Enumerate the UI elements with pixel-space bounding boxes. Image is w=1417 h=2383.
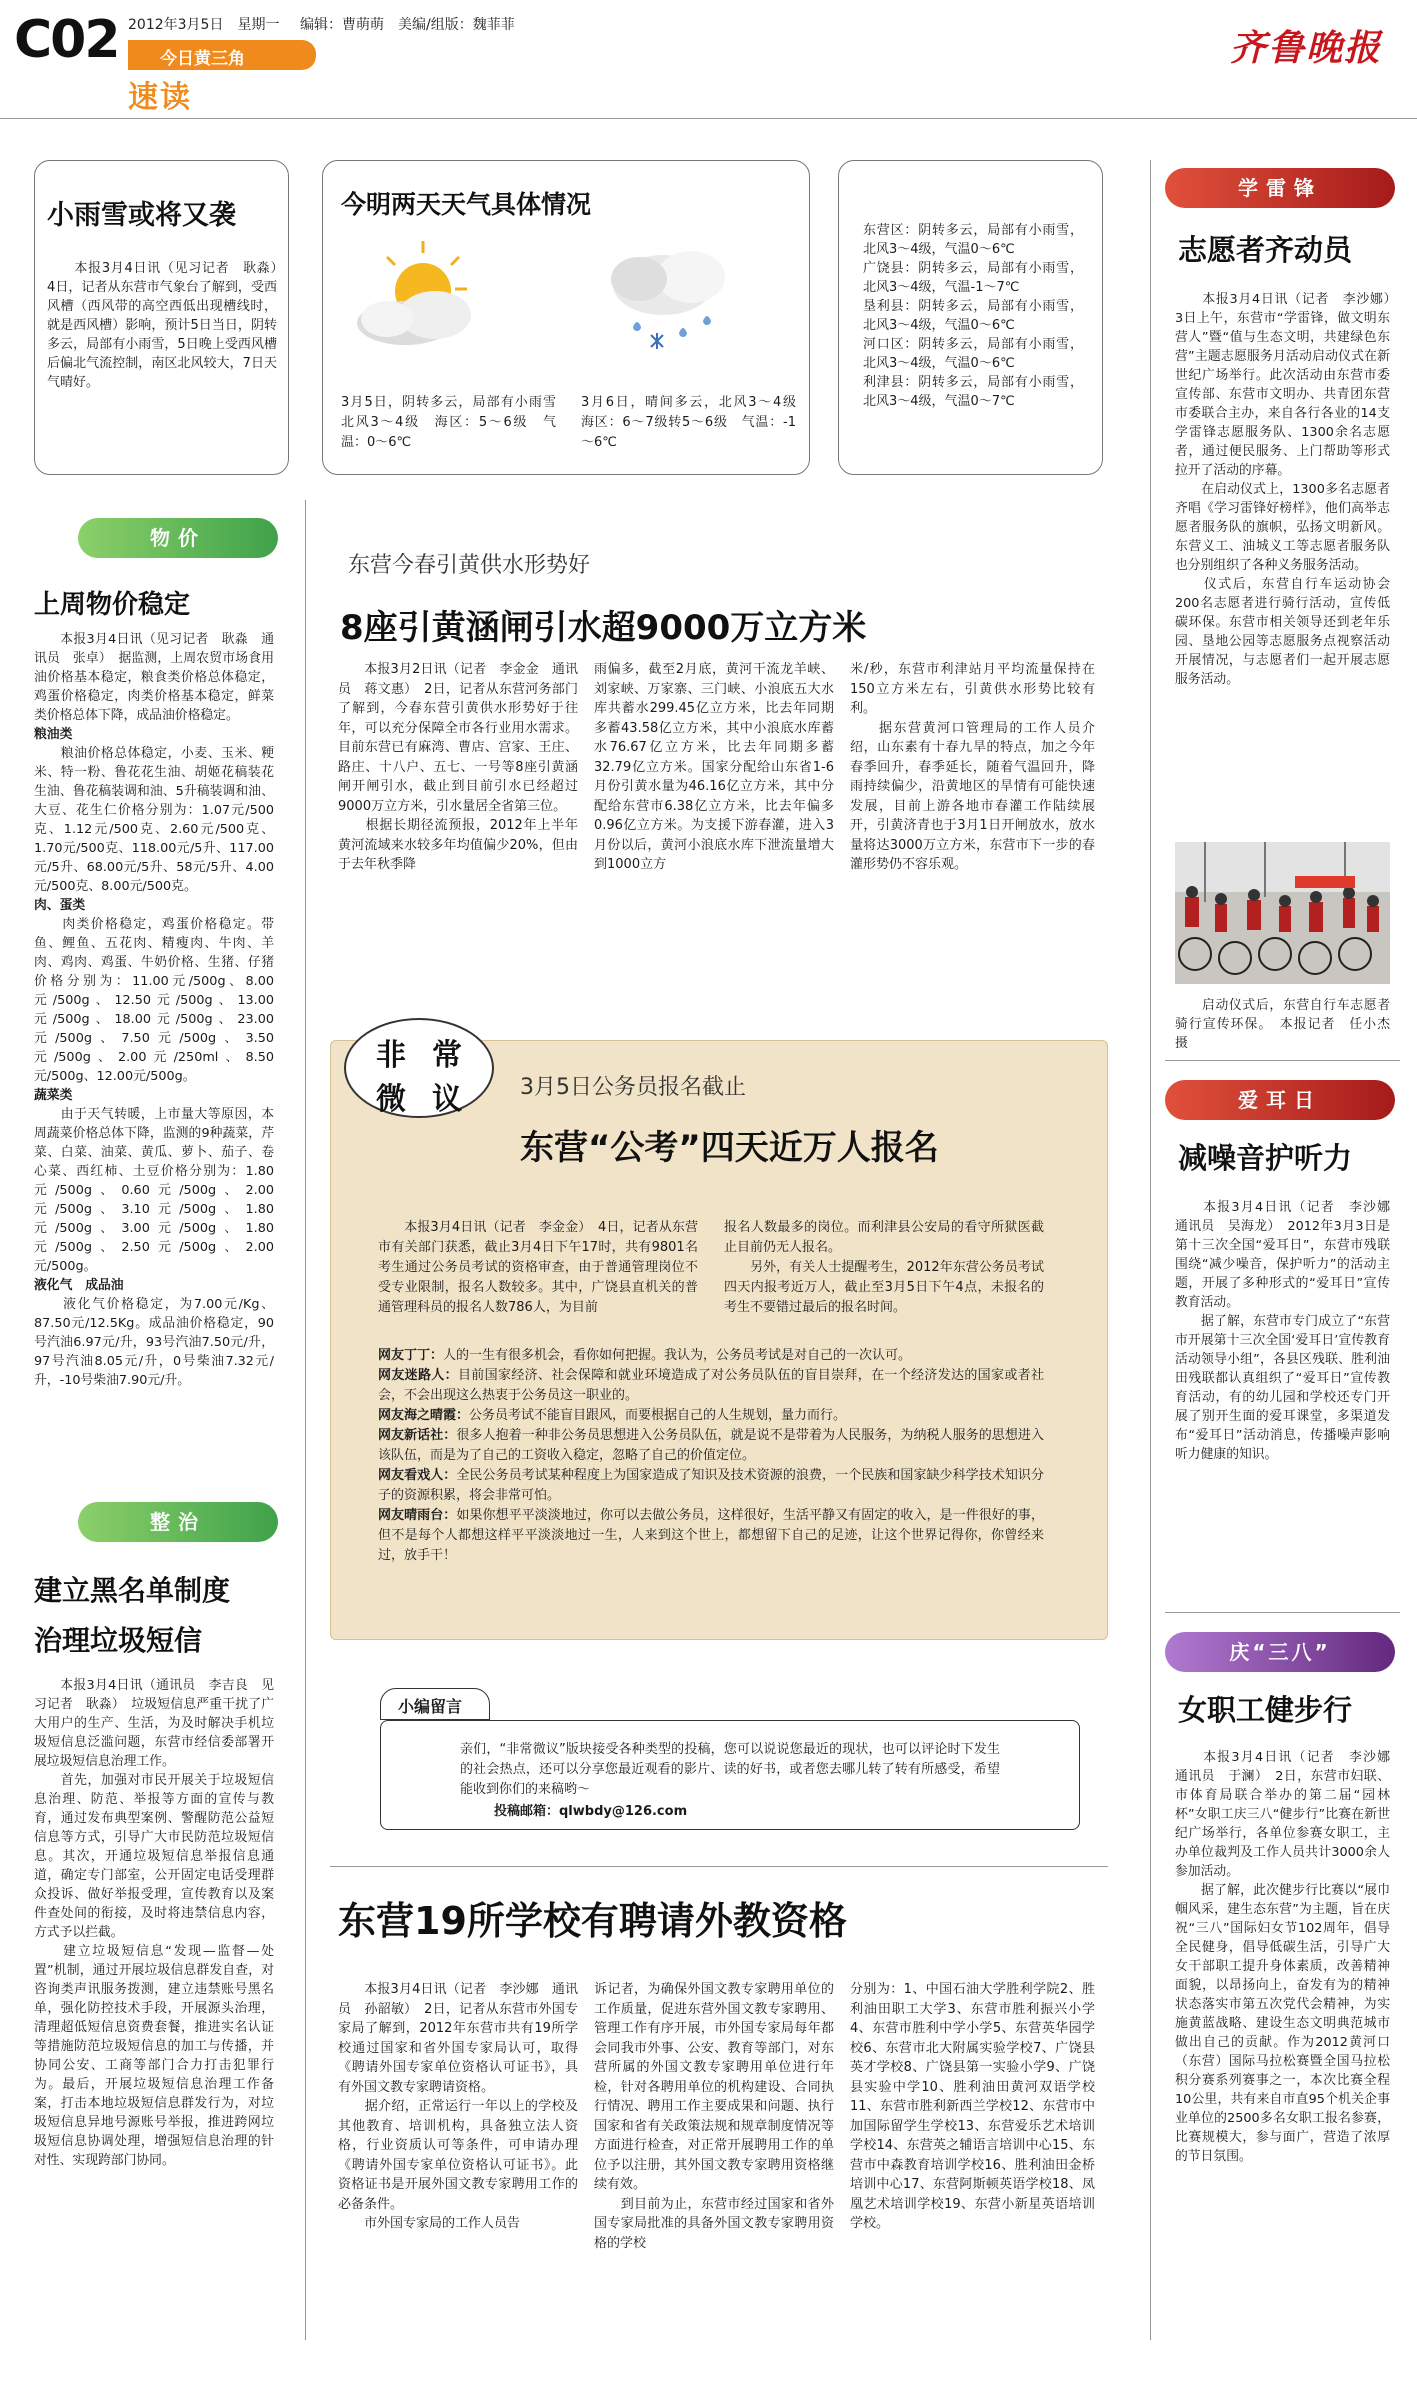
comment-item [378,1426,1044,1466]
weather-left-body: 本报3月4日讯（见习记者 耿淼） 4日，记者从东营市气象台了解到，受西风槽（西风带的高空西低出现槽线时，就是西风槽）影响，预计5日当日，阴转多云，局部有小雨雪，5日晚上受西风槽后偏北气流控制，南区北风较大，7日天气晴好。 [47,261,291,390]
editor-tab-label: 小编留言 [398,1697,463,1716]
price-meat-heading: 肉、蛋类 [34,898,86,913]
badge-char-2: 常 [432,1038,462,1073]
weather-regions: 东营区：阴转多云，局部有小雨雪，北风3～4级，气温0～6℃ 广饶县：阴转多云，局部有小雨雪，北风3～4级，气温-1～7℃ 垦利县：阴转多云，局部有小雨雪，北风3～4级，气温0～6℃ 河口区：阴转多云，局部有小雨雪，北风3～4级，气温0～6℃ 利津县：阴转多云，局部有小雨雪，北风3～4级，气温0～7℃ [863,223,1083,409]
hearing-body: 本报3月4日讯（记者 李沙娜 通讯员 吴海龙） 2012年3月3日是第十三次全国“爱耳日”，东营市残联围绕“减少噪音，保护听力”的活动主题，开展了多种形式的“爱耳日”宣传教育活动。 据了解，东营市专门成立了“东营市开展第十三次全国‘爱耳日’宣传教育活动领导小组”，各县区残联、胜利油田残联都认真组织了“爱耳日”宣传教育活动，有的幼儿园和学校还专门开展了别开生面的爱耳课堂，多渠道发布“爱耳日”活动消息，传播噪声影响听力健康的知识。 [1175,1200,1390,1462]
comment-user: 网友看戏人： [378,1468,457,1483]
price-fuel-heading: 液化气 成品油 [34,1278,124,1293]
pill-volunteers: 学雷锋 [1165,168,1395,208]
comment-item [378,1466,1044,1506]
teachers-title: 东营19所学校有聘请外教资格 [338,1899,847,1943]
badge-char-1: 非 [376,1038,406,1073]
volunteers-photo [1175,842,1390,984]
spam-title: 建立黑名单制度 治理垃圾短信 [34,1574,231,1657]
civil-badge [344,1018,494,1118]
comment-user: 网友丁丁： [378,1348,444,1363]
women-title: 女职工健步行 [1178,1693,1353,1727]
comment-item [378,1406,1044,1426]
weather-day1: 3月5日，阴转多云，局部有小雨雪 北风3～4级 海区：5～6级 气温：0～6℃ [341,395,570,450]
comment-user: 网友迷路人： [378,1368,458,1383]
comment-item [378,1506,1044,1566]
comment-text: 很多人抱着一种非公务员思想进入公务员队伍，就是说不是带着为人民服务，为纳税人服务的思想进入该队伍，而是为了自己的工资收入稳定，忽略了自己的价值定位。 [378,1428,1044,1463]
pill-women: 庆“三八” [1165,1632,1395,1672]
divider-right-2 [1165,1612,1400,1613]
section-name: 今日黄三角 [160,49,245,69]
weather-left-title: 小雨雪或将又袭 [47,200,236,231]
header-date: 2012年3月5日 星期一 [128,17,280,33]
divider-teachers [330,1866,1108,1867]
volunteers-body: 本报3月4日讯（记者 李沙娜） 3日上午，东营市“学雷锋，做文明东营人”暨“值与生态文明，共建绿色东营”主题志愿服务月活动启动仪式在新世纪广场举行。此次活动由东营市委宣传部、东营市文明办、共青团东营市委联合主办，来自各行各业的14支学雷锋志愿服务队、1300余名志愿者，通过便民服务、上门帮助等形式拉开了活动的序幕。 在启动仪式上，1300多名志愿者齐唱《学习雷锋好榜样》，他们高举志愿者服务队的旗帜，弘扬文明新风。东营义工、油城义工等志愿者服务队也分别组织了各种义务服务活动。 仪式后，东营自行车运动协会200名志愿者进行骑行活动，宣传低碳环保。东营市相关领导还到老年乐园、垦地公园等志愿服务点视察活动开展情况，与志愿者们一起开展志愿服务活动。 [1175,292,1390,687]
weather-box-right [838,160,1103,475]
sun-cloud-icon [343,235,493,355]
editor-note: 亲们，“非常微议”版块接受各种类型的投稿，您可以说说您最近的现状，也可以评论时下发生的社会热点，还可以分享您最近观看的影片、读的好书，或者您去哪儿转了转有所感受，希望能收到你们的来稿哟～ [460,1742,1000,1797]
comment-text: 人的一生有很多机会，看你如何把握。我认为，公务员考试是对自己的一次认可。 [443,1348,912,1363]
civil-comments [378,1346,1044,1566]
page-header [0,0,1417,120]
comment-text: 如果你想平平淡淡地过，你可以去做公务员，这样很好，生活平静又有固定的收入，是一件很好的事，但不是每个人都想这样平平淡淡地过一生，人来到这个世上，都想留下自己的足迹，让这个世界记得你，你曾经来过，放手干！ [378,1508,1044,1563]
left-column-divider [305,500,306,2340]
civil-col1: 本报3月4日讯（记者 李金金） 4日，记者从东营市有关部门获悉，截止3月4日下午17时，共有9801名考生通过公务员考试的资格审查，由于普通管理岗位不受专业限制，报名人数较多。其中，广饶县直机关的普通管理科员的报名人数786人，为目前 [378,1220,698,1315]
civil-kicker: 3月5日公务员报名截止 [520,1075,746,1100]
divider-right-1 [1165,1060,1400,1061]
yellow-title: 8座引黄涵闸引水超9000万立方米 [340,608,867,648]
women-body: 本报3月4日讯（记者 李沙娜 通讯员 于澜） 2日，东营市妇联、市体育局联合举办的第二届“园林杯”女职工庆三八“健步行”比赛在新世纪广场举行，各单位参赛女职工，主办单位裁判及工作人员共计3000余人参加活动。 据了解，此次健步行比赛以“展巾帼风采，建生态东营”为主题，旨在庆祝“三八”国际妇女节102周年，倡导全民健身，倡导低碳生活，引导广大女干部职工提升身体素质，改善精神面貌，以昂扬向上，奋发有为的精神状态落实市第五次党代会精神，为实施黄蓝战略、建设生态文明典范城市做出自己的贡献。作为2012黄河口（东营）国际马拉松赛暨全国马拉松积分赛系列赛事之一，本次比赛全程10公里，共有来自市直95个机关企事业单位的2500多名女职工报名参赛，比赛规模大，参与面广，营造了浓厚的节日氛围。 [1175,1750,1390,2164]
masthead-logo: 齐鲁晚报 [1230,27,1383,69]
price-grain-heading: 粮油类 [34,727,73,742]
price-veg: 由于天气转暖，上市量大等原因，本周蔬菜价格总体下降，监测的9种蔬菜，芹菜、白菜、油菜、黄瓜、萝卜、茄子、卷心菜、西红柿、土豆价格分别为：1.80元/500g、0.60元/500g、2.00元/500g、3.10元/500g、1.80元/500g、3.00元/500g、1.80元/500g、2.50元/500g、2.00元/500g。 [34,1107,274,1274]
teachers-col2: 诉记者，为确保外国文教专家聘用单位的工作质量，促进东营外国文教专家聘用、管理工作有序开展，市外国专家局每年都会同我市外事、公安、教育等部门，对东营所属的外国文教专家聘用单位进行年检，针对各聘用单位的机构建设、合同执行情况、聘用工作主要成果和问题、执行国家和省有关政策法规和规章制度情况等方面进行检查，对正常开展聘用工作的单位予以注册，其外国文教专家聘用资格继续有效。 到目前为止，东营市经过国家和省外国专家局批准的具备外国文教专家聘用资格的学校 [594,1982,834,2251]
page-code: C02 [14,10,119,70]
badge-char-3: 微 [376,1082,406,1117]
comment-user: 网友晴雨台： [378,1508,457,1523]
price-article [34,630,274,1390]
weather-box-left [34,160,289,475]
comment-user: 网友新话社： [378,1428,457,1443]
comment-text: 公务员考试不能盲目跟风，而要根据自己的人生规划，量力而行。 [469,1408,847,1423]
comment-text: 全民公务员考试某种程度上为国家造成了知识及技术资源的浪费，一个民族和国家缺少科学技术知识分子的资源积累，将会非常可怕。 [378,1468,1044,1503]
column-name: 速读 [128,80,192,115]
yellow-kicker: 东营今春引黄供水形势好 [348,553,591,578]
price-fuel: 液化气价格稳定，为7.00元/Kg、87.50元/12.5Kg。成品油价格稳定，90号汽油6.97元/升，93号汽油7.50元/升，97号汽油8.05元/升，0号柴油7.32元/升，-10号柴油7.90元/升。 [34,1297,274,1388]
comment-item [378,1346,1044,1366]
hearing-title: 减噪音护听力 [1178,1141,1353,1175]
weather-day2: 3月6日，晴间多云，北风3～4级 海区：6～7级转5～6级 气温：-1～6℃ [581,395,810,450]
price-lead: 本报3月4日讯（见习记者 耿淼 通讯员 张卓） 据监测，上周农贸市场食用油价格基本稳定，粮食类价格总体稳定，鸡蛋价格稳定，肉类价格基本稳定，鲜菜类价格总体下降，成品油价格稳定。 [34,632,274,723]
editor-email: 投稿邮箱：qlwbdy@126.com [494,1804,688,1819]
comment-item [378,1366,1044,1406]
teachers-col3: 分别为：1、中国石油大学胜利学院2、胜利油田职工大学3、东营市胜利振兴小学4、东营市胜利中学小学5、东营英华园学校6、东营市北大附属实验学校7、广饶县英才学校8、广饶县第一实验小学9、广饶县实验中学10、胜利油田黄河双语学校11、东营市胜利新西兰学校12、东营市中加国际留学生学校13、东营爱乐艺术培训学校14、东营英之辅语言培训中心15、东营市中森教育培训学校16、胜利油田金桥培训中心17、东营阿斯顿英语学校18、凤凰艺术培训学校19、东营小新星英语培训学校。 [850,1982,1095,2231]
header-rule [0,118,1417,119]
volunteers-title: 志愿者齐动员 [1178,233,1353,267]
snow-cloud-icon [593,235,743,365]
yellow-col3: 米/秒，东营市利津站月平均流量保持在150立方米左右，引黄供水形势比较有利。 据东营黄河口管理局的工作人员介绍，山东素有十春九旱的特点，加之今年春季回升，春季延长，随着气温回升，降雨持续偏少，沿黄地区的旱情有可能快速发展，目前上游各地市春灌工作陆续展开，引黄济青也于3月1日开闸放水，放水量将达3000万立方米，东营市下一步的春灌形势仍不容乐观。 [850,662,1095,872]
yellow-col2: 雨偏多，截至2月底，黄河干流龙羊峡、刘家峡、万家寨、三门峡、小浪底五大水库共蓄水299.45亿立方米，比去年同期多蓄43.58亿立方米，其中小浪底水库蓄水76.67亿立方米，比去年同期多蓄32.79亿立方米。国家分配给山东省1-6月份引黄水量为46.16亿立方米，其中分配给东营市6.38亿立方米，比去年偏多0.96亿立方米。为支援下游春灌，进入3月份以后，黄河小浪底水库下泄流量增大到1000立方 [594,662,834,872]
yellow-col1: 本报3月2日讯（记者 李金金 通讯员 蒋文惠） 2日，记者从东营河务部门了解到，今春东营引黄供水形势好于往年，可以充分保障全市各行业用水需求。目前东营已有麻湾、曹店、宫家、王庄、路庄、十八户、五七、一号等8座引黄涵闸开闸引水，截止到目前引水已经超过9000万立方米，引水量居全省第三位。 根据长期径流预报，2012年上半年黄河流域来水较多年均值偏少20%，但由于去年秋季降 [338,662,578,872]
teachers-col1: 本报3月4日讯（记者 李沙娜 通讯员 孙韶敏） 2日，记者从东营市外国专家局了解到，2012年东营市共有19所学校通过国家和省外国专家局认可，取得《聘请外国专家单位资格认可证书》，具有外国文教专家聘请资格。 据介绍，正常运行一年以上的学校及其他教育、培训机构，具备独立法人资格，行业资质认可等条件，可申请办理《聘请外国专家单位资格认可证书》。此资格证书是开展外国文教专家聘用工作的必备条件。 市外国专家局的工作人员告 [338,1982,578,2231]
pill-hearing: 爱耳日 [1165,1080,1395,1120]
pill-spam: 整治 [78,1502,278,1542]
weather-box-center [322,160,810,475]
price-grain: 粮油价格总体稳定，小麦、玉米、粳米、特一粉、鲁花花生油、胡姬花稿装花生油、鲁花稿装调和油、5升稿装调和油、大豆、花生仁价格分别为：1.07元/500克、1.12元/500克、2.60元/500克、1.70元/500克、118.00元/5升、117.00元/5升、68.00元/5升、58元/5升、4.00元/500克、8.00元/500克。 [34,746,274,894]
price-title: 上周物价稳定 [34,590,191,620]
badge-char-4: 议 [432,1082,462,1117]
civil-title: 东营“公考”四天近万人报名 [520,1128,939,1168]
weather-center-title: 今明两天天气具体情况 [341,190,592,219]
header-editor: 编辑：曹萌萌 美编/组版：魏菲菲 [300,17,515,33]
civil-col2: 报名人数最多的岗位。而利津县公安局的看守所狱医截止目前仍无人报名。 另外，有关人士提醒考生，2012年东营公务员考试四天内报考近万人，截止至3月5日下午4点，未报名的考生不要错过最后的报名时间。 [724,1220,1044,1315]
right-column-divider [1150,160,1151,2340]
volunteers-caption: 启动仪式后，东营自行车志愿者骑行宣传环保。 本报记者 任小杰 摄 [1175,998,1403,1051]
price-meat: 肉类价格稳定，鸡蛋价格稳定。带鱼、鲤鱼、五花肉、精瘦肉、牛肉、羊肉、鸡肉、鸡蛋、牛奶价格、生猪、仔猪价格分别为：11.00元/500g、8.00元/500g、12.50元/500g、13.00元/500g、18.00元/500g、23.00元/500g、7.50元/500g、3.50元/500g、2.00元/250ml、8.50元/500g、12.00元/500g。 [34,917,274,1084]
spam-body: 本报3月4日讯（通讯员 李吉良 见习记者 耿淼） 垃圾短信息严重干扰了广大用户的生产、生活，为及时解决手机垃圾短信息泛滥问题，东营市经信委部署开展垃圾短信息治理工作。 首先，加强对市民开展关于垃圾短信息治理、防范、举报等方面的宣传与教育，通过发布典型案例、警醒防范公益短信息等方式，引导广大市民防范垃圾短信息。其次，开通垃圾短信息举报信息通道，确定专门部室，公开固定电话受理群众投诉、做好举报受理，宣传教育以及案件查处间的衔接，及时将违禁信息内容，方式予以拦截。 建立垃圾短信息“发现—监督—处置”机制，通过开展垃圾信息群发自查，对咨询类声讯服务拨测，建立违禁账号黑名单，强化防控技术手段，开展源头治理，清理超低短信息资费套餐，推进实名认证等措施防范垃圾短信息的加工与传播，并协同公安、工商等部门合力打击犯罪行为。最后，开展垃圾短信息治理工作备案，打击本地垃圾短信息群发行为，对垃圾短信息异地号源账号举报，推进跨网垃圾短信息协调处理，增强短信息治理的针对性、实现跨部门协同。 [34,1678,274,2168]
pill-price: 物价 [78,518,278,558]
comment-user: 网友海之晴霞： [378,1408,470,1423]
comment-text: 目前国家经济、社会保障和就业环境造成了对公务员队伍的盲目崇拜，在一个经济发达的国家或者社会，不会出现这么热衷于公务员这一职业的。 [378,1368,1044,1403]
price-veg-heading: 蔬菜类 [34,1088,73,1103]
